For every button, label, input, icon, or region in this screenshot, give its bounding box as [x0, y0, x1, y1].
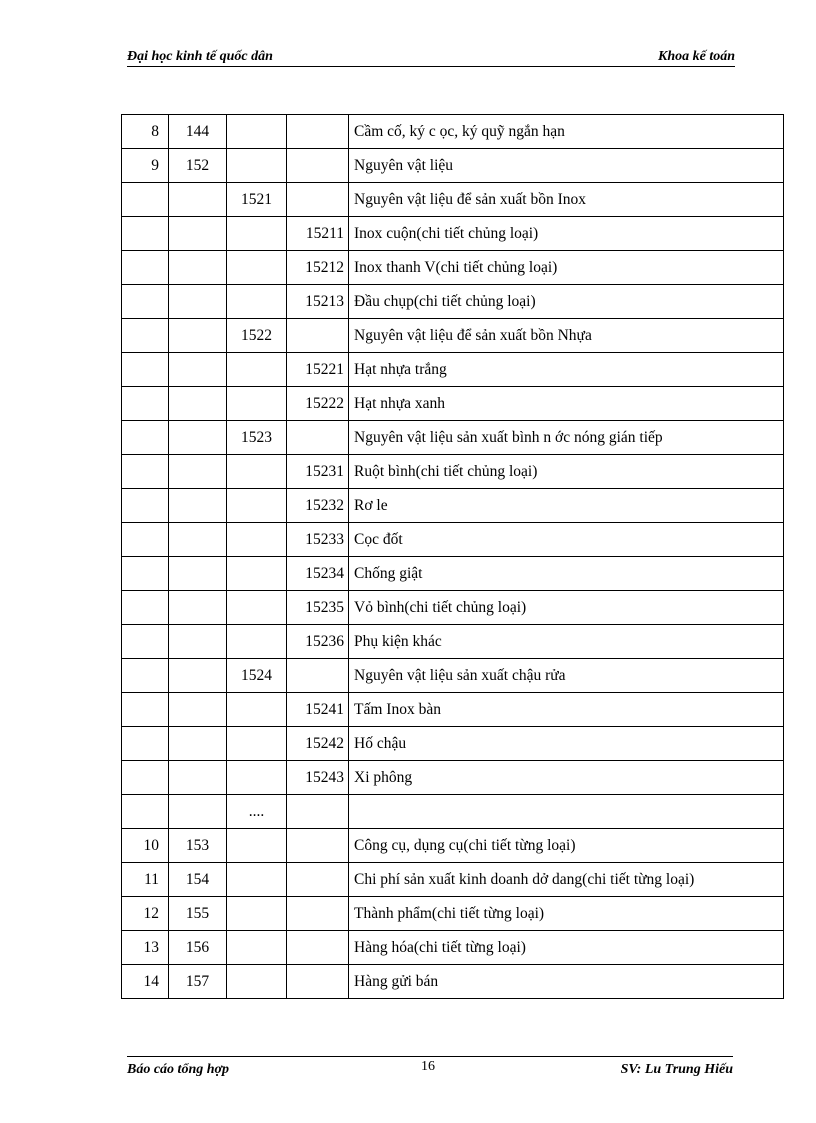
- header-faculty: Khoa kế toán: [657, 49, 735, 64]
- cell-account-name: Tấm Inox bàn: [349, 693, 784, 727]
- table-row: [122, 625, 784, 659]
- cell-stt: 14: [122, 965, 169, 999]
- cell-stt: 8: [122, 115, 169, 149]
- cell-account-level1: [169, 761, 227, 795]
- cell-stt: [122, 319, 169, 353]
- cell-account-level2: [227, 557, 287, 591]
- cell-account-level1: 152: [169, 149, 227, 183]
- cell-stt: [122, 761, 169, 795]
- cell-account-name: [349, 795, 784, 829]
- cell-account-name: Cầm cố, ký c ọc, ký quỹ ngắn hạn: [349, 115, 784, 149]
- cell-account-level2: [227, 523, 287, 557]
- table-row: [122, 319, 784, 353]
- cell-account-level2: [227, 863, 287, 897]
- cell-account-name: Nguyên vật liệu: [349, 149, 784, 183]
- cell-account-level2: [227, 115, 287, 149]
- cell-stt: [122, 625, 169, 659]
- cell-account-level1: [169, 285, 227, 319]
- cell-account-level3: 15235: [287, 591, 349, 625]
- cell-account-level1: [169, 693, 227, 727]
- table-row: [122, 659, 784, 693]
- cell-account-level1: 153: [169, 829, 227, 863]
- page-footer: [127, 1056, 733, 1079]
- cell-account-level1: [169, 319, 227, 353]
- table-row: [122, 965, 784, 999]
- cell-account-level2: [227, 353, 287, 387]
- cell-account-level2: 1522: [227, 319, 287, 353]
- cell-account-level3: 15213: [287, 285, 349, 319]
- cell-stt: [122, 251, 169, 285]
- cell-account-level3: 15232: [287, 489, 349, 523]
- cell-account-level3: [287, 965, 349, 999]
- page-number: 16: [421, 1059, 435, 1074]
- table-row: [122, 557, 784, 591]
- cell-account-level2: [227, 761, 287, 795]
- cell-account-level3: 15241: [287, 693, 349, 727]
- cell-account-level3: [287, 115, 349, 149]
- cell-stt: [122, 421, 169, 455]
- cell-stt: [122, 455, 169, 489]
- cell-account-name: Nguyên vật liệu sản xuất chậu rửa: [349, 659, 784, 693]
- cell-account-level3: [287, 931, 349, 965]
- cell-account-level3: 15212: [287, 251, 349, 285]
- cell-account-level3: 15234: [287, 557, 349, 591]
- cell-account-level1: [169, 727, 227, 761]
- cell-account-level2: [227, 625, 287, 659]
- cell-stt: [122, 217, 169, 251]
- cell-account-level3: [287, 863, 349, 897]
- cell-account-name: Xi phông: [349, 761, 784, 795]
- cell-account-name: Inox cuộn(chi tiết chủng loại): [349, 217, 784, 251]
- cell-account-level1: [169, 183, 227, 217]
- cell-account-level1: [169, 795, 227, 829]
- cell-stt: [122, 489, 169, 523]
- cell-stt: [122, 183, 169, 217]
- cell-account-level1: [169, 625, 227, 659]
- cell-account-name: Hàng gửi bán: [349, 965, 784, 999]
- cell-account-name: Hố chậu: [349, 727, 784, 761]
- table-row: [122, 829, 784, 863]
- cell-stt: 9: [122, 149, 169, 183]
- cell-account-name: Nguyên vật liệu để sản xuất bồn Inox: [349, 183, 784, 217]
- cell-stt: [122, 727, 169, 761]
- cell-account-level3: [287, 421, 349, 455]
- cell-account-level3: [287, 149, 349, 183]
- cell-account-name: Công cụ, dụng cụ(chi tiết từng loại): [349, 829, 784, 863]
- cell-account-level2: [227, 285, 287, 319]
- cell-account-level1: 156: [169, 931, 227, 965]
- cell-account-level3: [287, 795, 349, 829]
- cell-stt: 12: [122, 897, 169, 931]
- cell-account-level3: 15231: [287, 455, 349, 489]
- cell-account-level3: [287, 319, 349, 353]
- cell-account-level1: [169, 557, 227, 591]
- cell-account-name: Phụ kiện khác: [349, 625, 784, 659]
- cell-account-level2: [227, 693, 287, 727]
- cell-stt: [122, 693, 169, 727]
- footer-report-title: Báo cáo tổng hợp: [127, 1062, 230, 1077]
- cell-stt: 13: [122, 931, 169, 965]
- accounts-table-body: [122, 115, 784, 999]
- cell-account-level3: 15222: [287, 387, 349, 421]
- table-row: [122, 285, 784, 319]
- cell-account-level2: 1521: [227, 183, 287, 217]
- table-row: [122, 183, 784, 217]
- table-row: [122, 931, 784, 965]
- cell-account-name: Ruột bình(chi tiết chủng loại): [349, 455, 784, 489]
- cell-account-level1: 155: [169, 897, 227, 931]
- cell-account-level2: [227, 931, 287, 965]
- cell-account-name: Vỏ bình(chi tiết chủng loại): [349, 591, 784, 625]
- cell-account-level2: 1523: [227, 421, 287, 455]
- table-row: [122, 863, 784, 897]
- cell-stt: [122, 659, 169, 693]
- table-row: [122, 693, 784, 727]
- cell-account-name: Hạt nhựa trắng: [349, 353, 784, 387]
- cell-account-level2: [227, 897, 287, 931]
- table-row: [122, 489, 784, 523]
- cell-stt: [122, 795, 169, 829]
- cell-account-level2: [227, 217, 287, 251]
- table-row: [122, 897, 784, 931]
- table-row: [122, 727, 784, 761]
- cell-account-level2: [227, 727, 287, 761]
- table-row: [122, 421, 784, 455]
- cell-account-name: Thành phẩm(chi tiết từng loại): [349, 897, 784, 931]
- cell-account-name: Nguyên vật liệu sản xuất bình n ớc nóng gián tiếp: [349, 421, 784, 455]
- accounts-table: [121, 114, 784, 999]
- page-header: [127, 48, 735, 67]
- cell-account-level1: [169, 455, 227, 489]
- cell-account-level2: [227, 455, 287, 489]
- cell-account-level1: [169, 591, 227, 625]
- cell-account-level1: [169, 659, 227, 693]
- cell-account-level2: [227, 829, 287, 863]
- cell-account-level2: [227, 149, 287, 183]
- header-university: Đại học kinh tế quốc dân: [127, 49, 273, 64]
- cell-account-level1: [169, 353, 227, 387]
- cell-account-name: Chi phí sản xuất kinh doanh dở dang(chi tiết từng loại): [349, 863, 784, 897]
- cell-account-level1: [169, 489, 227, 523]
- cell-account-level2: [227, 251, 287, 285]
- cell-stt: [122, 387, 169, 421]
- table-row: [122, 353, 784, 387]
- cell-account-name: Đầu chụp(chi tiết chủng loại): [349, 285, 784, 319]
- cell-stt: [122, 353, 169, 387]
- cell-account-level3: [287, 897, 349, 931]
- cell-stt: [122, 285, 169, 319]
- cell-account-name: Inox thanh V(chi tiết chủng loại): [349, 251, 784, 285]
- cell-account-name: Cọc đốt: [349, 523, 784, 557]
- cell-account-level1: [169, 421, 227, 455]
- cell-stt: [122, 523, 169, 557]
- table-row: [122, 387, 784, 421]
- cell-account-level3: 15242: [287, 727, 349, 761]
- cell-account-name: Rơ le: [349, 489, 784, 523]
- cell-account-name: Hàng hóa(chi tiết từng loại): [349, 931, 784, 965]
- cell-stt: 10: [122, 829, 169, 863]
- cell-account-name: Nguyên vật liệu để sản xuất bồn Nhựa: [349, 319, 784, 353]
- cell-account-level2: [227, 591, 287, 625]
- table-row: [122, 795, 784, 829]
- cell-account-level1: 157: [169, 965, 227, 999]
- table-row: [122, 761, 784, 795]
- cell-account-level3: [287, 829, 349, 863]
- cell-account-level2: ....: [227, 795, 287, 829]
- table-row: [122, 217, 784, 251]
- cell-account-level2: 1524: [227, 659, 287, 693]
- cell-account-level3: [287, 659, 349, 693]
- cell-account-level3: 15243: [287, 761, 349, 795]
- footer-student-name: SV: Lu Trung Hiếu: [620, 1062, 733, 1077]
- cell-account-level1: [169, 387, 227, 421]
- cell-account-level1: 144: [169, 115, 227, 149]
- cell-account-level2: [227, 387, 287, 421]
- table-row: [122, 251, 784, 285]
- cell-account-level3: 15211: [287, 217, 349, 251]
- cell-account-level1: 154: [169, 863, 227, 897]
- cell-account-level1: [169, 217, 227, 251]
- cell-account-name: Hạt nhựa xanh: [349, 387, 784, 421]
- cell-account-name: Chống giật: [349, 557, 784, 591]
- cell-stt: 11: [122, 863, 169, 897]
- cell-account-level2: [227, 965, 287, 999]
- table-row: [122, 455, 784, 489]
- cell-stt: [122, 591, 169, 625]
- cell-account-level2: [227, 489, 287, 523]
- cell-account-level3: 15233: [287, 523, 349, 557]
- cell-account-level1: [169, 251, 227, 285]
- cell-account-level3: 15221: [287, 353, 349, 387]
- cell-stt: [122, 557, 169, 591]
- cell-account-level3: 15236: [287, 625, 349, 659]
- cell-account-level3: [287, 183, 349, 217]
- table-row: [122, 591, 784, 625]
- table-row: [122, 149, 784, 183]
- cell-account-level1: [169, 523, 227, 557]
- table-row: [122, 523, 784, 557]
- table-row: [122, 115, 784, 149]
